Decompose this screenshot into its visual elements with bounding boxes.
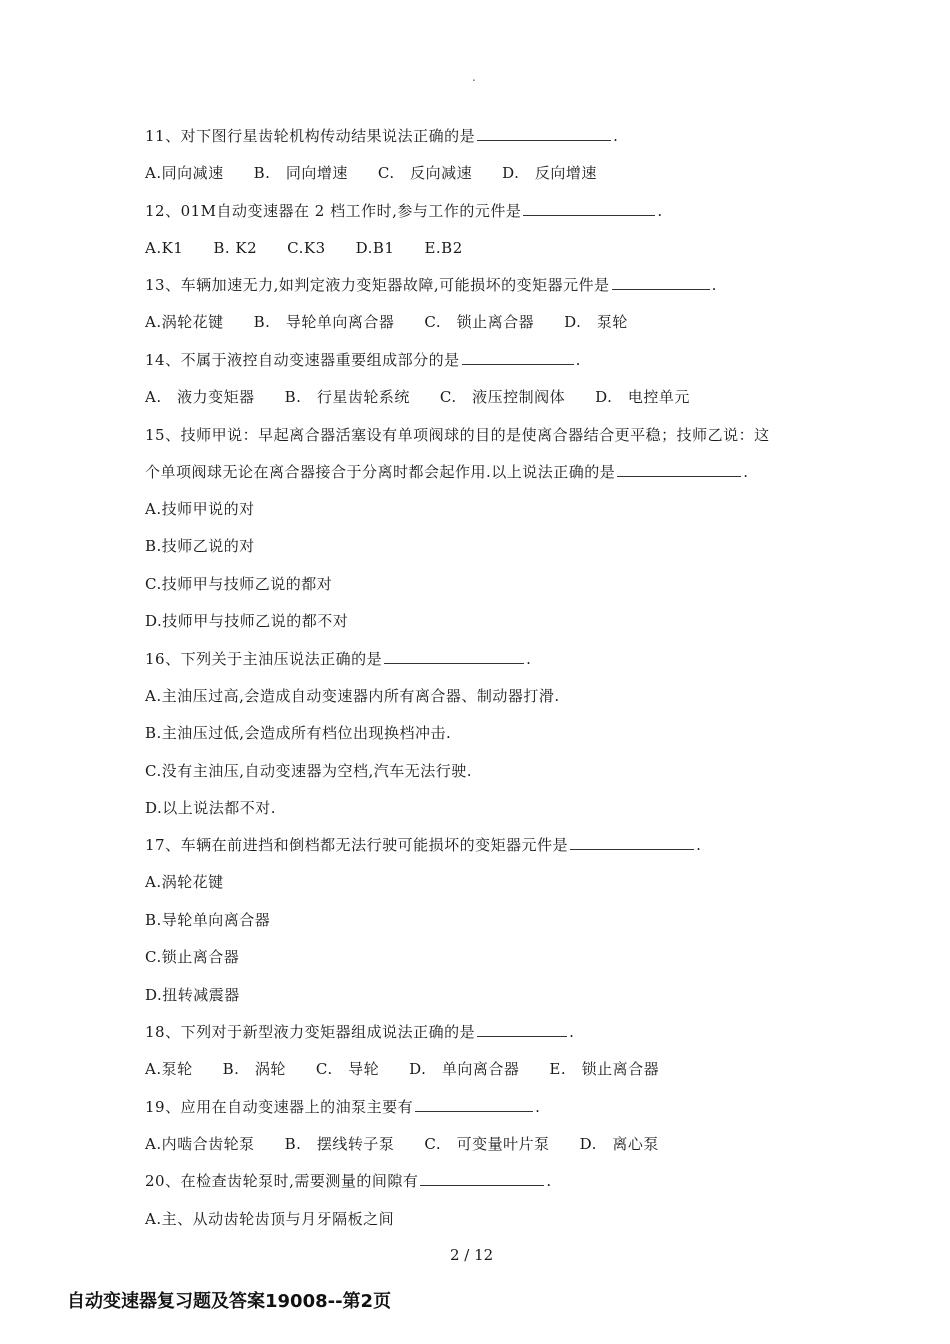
option: A.涡轮花键 [145,873,224,891]
question-11-options [145,163,597,183]
question-13-options [145,312,628,332]
answer-blank [612,275,710,290]
option: E.B2 [424,239,463,257]
answer-blank [477,1022,567,1037]
option: A.技师甲说的对 [145,500,255,518]
answer-blank [523,201,655,216]
answer-blank [420,1171,544,1186]
question-17: 17、车辆在前进挡和倒档都无法行驶可能损坏的变矩器元件是 . [145,836,702,854]
option: C. 可变量叶片泵 [424,1135,550,1153]
option: B. 涡轮 [222,1060,286,1078]
question-text: 个单项阀球无论在离合器接合于分离时都会起作用.以上说法正确的是 [145,463,616,481]
page-number: 2 / 12 [450,1246,494,1264]
question-text: 18、下列对于新型液力变矩器组成说法正确的是 [145,1023,476,1041]
option: C.K3 [287,239,326,257]
question-15-line-2: 个单项阀球无论在离合器接合于分离时都会起作用.以上说法正确的是 . [145,463,749,481]
option: C. 反向减速 [377,164,473,182]
option: C.没有主油压,自动变速器为空档,汽车无法行驶. [145,762,473,780]
option: D. 电控单元 [595,388,690,406]
question-16: 16、下列关于主油压说法正确的是 . [145,650,532,668]
answer-blank [384,649,524,664]
option: D. 单向离合器 [409,1060,520,1078]
answer-blank [415,1097,533,1112]
question-text: 14、不属于液控自动变速器重要组成部分的是 [145,351,460,369]
option: B. 行星齿轮系统 [284,388,410,406]
question-14: 14、不属于液控自动变速器重要组成部分的是 . [145,351,581,369]
option: B. 导轮单向离合器 [253,313,395,331]
question-text: 19、应用在自动变速器上的油泵主要有 [145,1098,414,1116]
question-text: 16、下列关于主油压说法正确的是 [145,650,383,668]
question-19: 19、应用在自动变速器上的油泵主要有 . [145,1098,541,1116]
question-18-options [145,1059,659,1079]
option: C. 液压控制阀体 [439,388,566,406]
option: C.技师甲与技师乙说的都对 [145,575,333,593]
option: D.技师甲与技师乙说的都不对 [145,612,349,630]
option: D.B1 [355,239,395,257]
question-14-options [145,387,690,407]
answer-blank [617,462,741,477]
question-text: 12、01M自动变速器在 2 档工作时,参与工作的元件是 [145,202,522,220]
option: A.内啮合齿轮泵 [145,1135,255,1153]
option: C. 导轮 [315,1060,380,1078]
question-text: 13、车辆加速无力,如判定液力变矩器故障,可能损坏的变矩器元件是 [145,276,610,294]
option: A.主油压过高,会造成自动变速器内所有离合器、制动器打滑. [145,687,560,705]
option: D.以上说法都不对. [145,799,277,817]
option: B. 同向增速 [253,164,348,182]
question-15-line-1: 15、技师甲说：早起离合器活塞设有单项阀球的目的是使离合器结合更平稳；技师乙说：这 [145,426,770,444]
answer-blank [477,126,611,141]
header-mark: . [472,70,476,84]
question-19-options [145,1134,659,1154]
question-12: 12、01M自动变速器在 2 档工作时,参与工作的元件是 . [145,202,663,220]
question-text: 17、车辆在前进挡和倒档都无法行驶可能损坏的变矩器元件是 [145,836,569,854]
question-text: 20、在检查齿轮泵时,需要测量的间隙有 [145,1172,419,1190]
question-12-options [145,238,463,258]
option: C. 锁止离合器 [424,313,535,331]
question-18: 18、下列对于新型液力变矩器组成说法正确的是 . [145,1023,575,1041]
option: D. 泵轮 [564,313,628,331]
question-11: 11、对下图行星齿轮机构传动结果说法正确的是 . [145,127,619,145]
option: A.同向减速 [145,164,224,182]
footer-title: 自动变速器复习题及答案19008--第2页 [67,1291,392,1312]
option: A.主、从动齿轮齿顶与月牙隔板之间 [145,1210,395,1228]
option: E. 锁止离合器 [549,1060,660,1078]
question-20: 20、在检查齿轮泵时,需要测量的间隙有 . [145,1172,552,1190]
option: D.扭转减震器 [145,986,240,1004]
option: B. 摆线转子泵 [284,1135,395,1153]
option: A.涡轮花键 [145,313,224,331]
option: A. 液力变矩器 [145,388,255,406]
option: B. K2 [213,239,258,257]
option: A.泵轮 [145,1060,193,1078]
option: B.导轮单向离合器 [145,911,271,929]
answer-blank [570,835,694,850]
answer-blank [462,350,574,365]
option: A.K1 [145,239,184,257]
option: D. 离心泵 [579,1135,659,1153]
question-text: 11、对下图行星齿轮机构传动结果说法正确的是 [145,127,476,145]
option: C.锁止离合器 [145,948,240,966]
option: B.主油压过低,会造成所有档位出现换档冲击. [145,724,452,742]
option: B.技师乙说的对 [145,537,255,555]
option: D. 反向增速 [502,164,597,182]
question-13: 13、车辆加速无力,如判定液力变矩器故障,可能损坏的变矩器元件是 . [145,276,717,294]
